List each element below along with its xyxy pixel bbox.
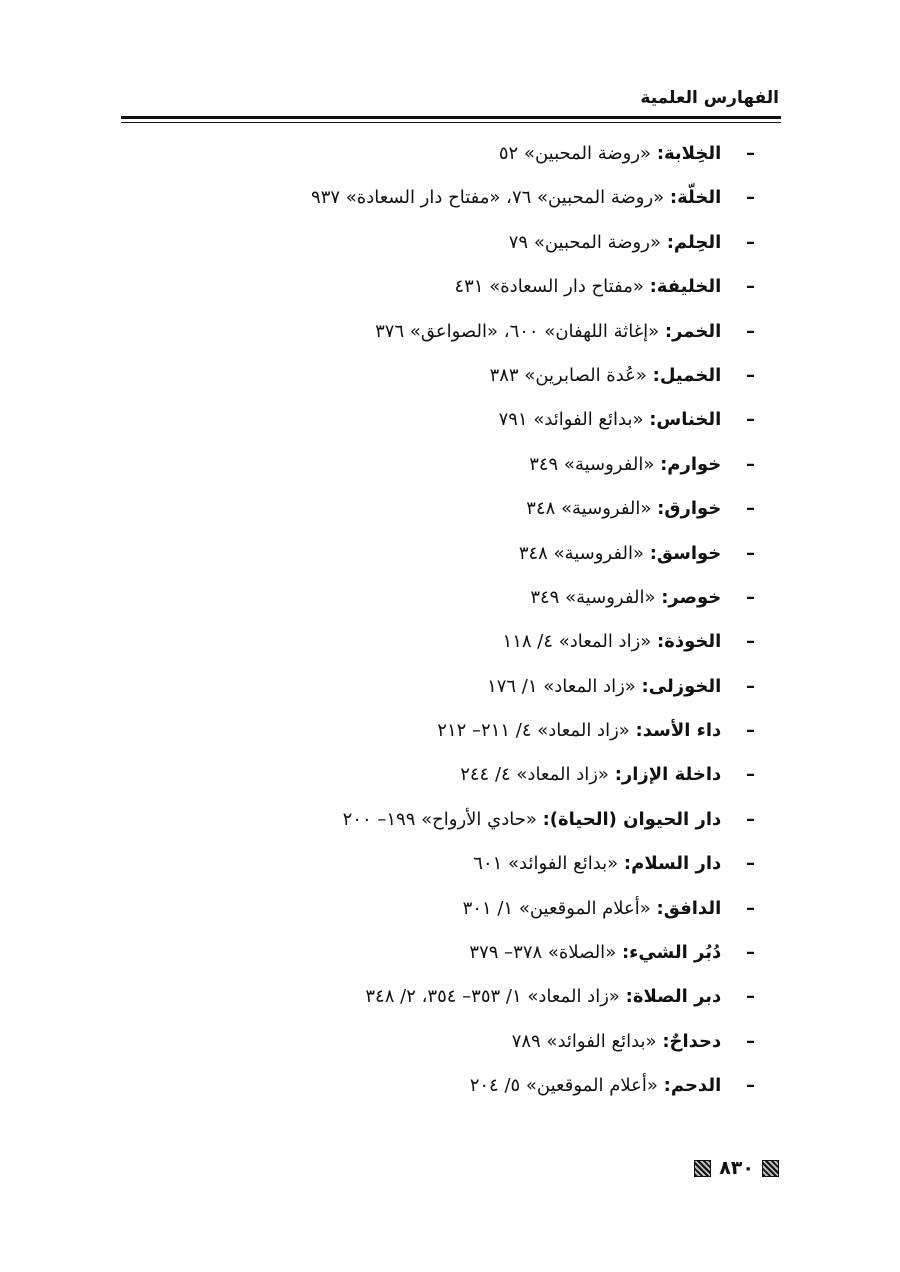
entry-dash: – [746,143,755,164]
glossary-entry [95,1020,755,1064]
glossary-entry [95,931,755,975]
glossary-entry [95,842,755,886]
entry-reference: «روضة المحبين» ٥٢ [498,143,652,164]
glossary-entry [95,176,755,220]
entry-reference: «زاد المعاد» ٤/ ١١٨ [502,631,652,653]
entry-dash: – [746,542,755,564]
entry-term: داء الأسد: [635,720,722,742]
entry-term: الخِلابة: [656,143,722,164]
glossary-entry [95,1064,755,1108]
entry-term: خوصر: [661,586,722,608]
entry-reference: «زاد المعاد» ١/ ٣٥٣– ٣٥٤، ٢/ ٣٤٨ [365,986,620,1008]
entry-dash: – [746,1075,755,1097]
header-rule-thick [121,116,781,119]
glossary-entry [95,221,755,265]
entry-dash: – [746,320,755,342]
entry-dash: – [746,631,755,653]
glossary-entry [95,354,755,398]
glossary-entry [95,443,755,487]
glossary-entry [95,620,755,664]
entry-term: الخوذة: [657,631,722,653]
entry-dash: – [746,498,755,520]
entry-reference: «زاد المعاد» ٤/ ٢٤٤ [460,764,609,786]
glossary-entry [95,798,755,842]
entry-term: الخلّة: [669,187,722,209]
glossary-entry [95,532,755,576]
ornament-icon [762,1160,779,1177]
entry-term: الدافق: [656,897,722,919]
entry-reference: «مفتاح دار السعادة» ٤٣١ [454,276,644,298]
glossary-entry [95,487,755,531]
entry-term: الخمر: [664,320,722,342]
entry-term: الخميل: [652,364,722,386]
entry-dash: – [746,764,755,786]
entry-reference: «حادي الأرواح» ١٩٩– ٢٠٠ [342,808,537,830]
glossary-entry [95,753,755,797]
glossary-entry [95,132,755,176]
running-header-title: الفهارس العلمية [640,88,779,108]
glossary-entry [95,887,755,931]
entry-reference: «روضة المحبين» ٧٩ [508,231,661,253]
entry-reference: «بدائع الفوائد» ٦٠١ [473,853,619,875]
entry-reference: «الفروسية» ٣٤٩ [530,586,656,608]
entry-term: دحداحٌ: [662,1030,722,1052]
entry-dash: – [746,942,755,964]
glossary-entry [95,576,755,620]
entry-term: الدحم: [663,1075,722,1097]
entry-dash: – [746,409,755,431]
entry-reference: «بدائع الفوائد» ٧٨٩ [511,1030,657,1052]
entry-term: خوارم: [660,453,722,475]
entry-reference: «الفروسية» ٣٤٨ [526,498,652,520]
page-number: ٨٣٠ [719,1157,754,1179]
entry-term: داخلة الإزار: [614,764,722,786]
entry-reference: «عُدة الصابرين» ٣٨٣ [489,364,647,386]
ornament-icon [694,1160,711,1177]
glossary-entry [95,265,755,309]
entry-reference: «زاد المعاد» ٤/ ٢١١– ٢١٢ [437,720,630,742]
entry-term: خواسق: [649,542,722,564]
glossary-entry-list [95,132,755,1109]
glossary-entry [95,398,755,442]
entry-dash: – [746,808,755,830]
glossary-entry [95,310,755,354]
entry-dash: – [746,1030,755,1052]
entry-reference: «روضة المحبين» ٧٦، «مفتاح دار السعادة» ٩٣٧ [311,187,665,209]
entry-term: دار الحيوان (الحياة): [542,808,722,830]
entry-reference: «أعلام الموقعين» ٥/ ٢٠٤ [469,1075,658,1097]
entry-dash: – [746,675,755,697]
entry-reference: «الصلاة» ٣٧٨– ٣٧٩ [469,942,617,964]
entry-dash: – [746,586,755,608]
entry-reference: «أعلام الموقعين» ١/ ٣٠١ [462,897,651,919]
entry-term: خوارق: [657,498,722,520]
entry-dash: – [746,231,755,253]
page-footer [694,1154,779,1182]
entry-reference: «إغاثة اللهفان» ٦٠٠، «الصواعق» ٣٧٦ [375,320,660,342]
header-rule-thin [121,122,781,123]
entry-reference: «الفروسية» ٣٤٨ [518,542,644,564]
entry-reference: «بدائع الفوائد» ٧٩١ [498,409,644,431]
entry-term: دُبُر الشيء: [621,942,722,964]
entry-term: الخوزلى: [641,675,722,697]
glossary-entry [95,665,755,709]
entry-dash: – [746,453,755,475]
entry-term: الخليفة: [649,276,722,298]
glossary-entry [95,709,755,753]
entry-dash: – [746,897,755,919]
entry-dash: – [746,720,755,742]
entry-term: دبر الصلاة: [625,986,722,1008]
entry-dash: – [746,364,755,386]
entry-term: الحِلم: [666,231,722,253]
glossary-entry [95,975,755,1019]
entry-reference: «زاد المعاد» ١/ ١٧٦ [487,675,636,697]
entry-dash: – [746,853,755,875]
entry-term: الخناس: [649,409,722,431]
entry-reference: «الفروسية» ٣٤٩ [529,453,655,475]
entry-term: دار السلام: [623,853,722,875]
entry-dash: – [746,276,755,298]
entry-dash: – [746,187,755,209]
entry-dash: – [746,986,755,1008]
